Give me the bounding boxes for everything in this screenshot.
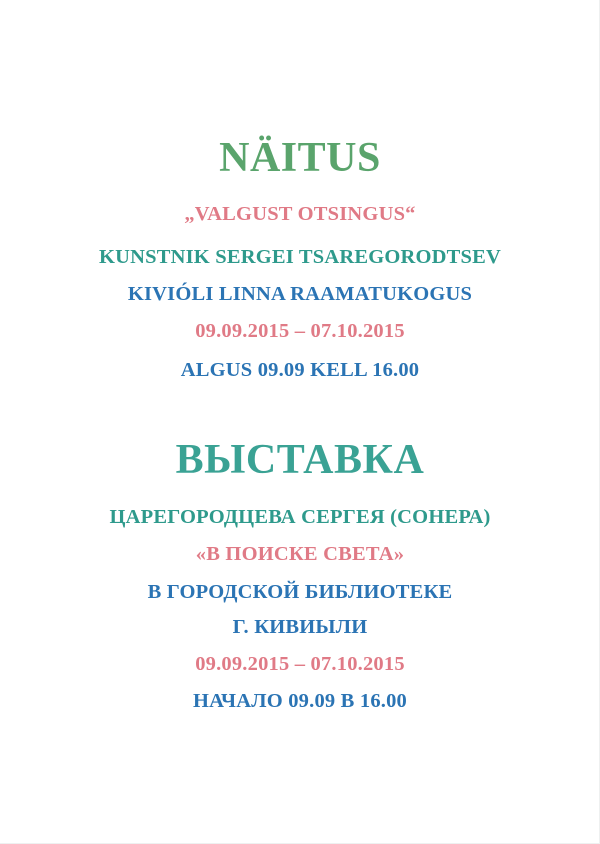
estonian-title: NÄITUS — [219, 135, 381, 181]
estonian-exhibition-name: „VALGUST OTSINGUS“ — [184, 203, 416, 225]
estonian-opening: ALGUS 09.09 KELL 16.00 — [180, 359, 420, 381]
russian-title: ВЫСТАВКА — [175, 437, 425, 483]
russian-venue-line1: В ГОРОДСКОЙ БИБЛИОТЕКЕ — [147, 581, 453, 603]
russian-venue-line2: Г. КИВИЫЛИ — [232, 616, 368, 638]
russian-artist: ЦАРЕГОРОДЦЕВА СЕРГЕЯ (СОНЕРА) — [109, 506, 491, 528]
estonian-dates: 09.09.2015 – 07.10.2015 — [195, 320, 405, 342]
russian-opening: НАЧАЛО 09.09 В 16.00 — [192, 690, 407, 712]
estonian-venue: KIVIÓLI LINNA RAAMATUKOGUS — [127, 283, 473, 305]
russian-dates: 09.09.2015 – 07.10.2015 — [195, 653, 405, 675]
estonian-artist: KUNSTNIK SERGEI TSAREGORODTSEV — [98, 246, 502, 268]
russian-exhibition-name: «В ПОИСКЕ СВЕТА» — [195, 543, 405, 565]
